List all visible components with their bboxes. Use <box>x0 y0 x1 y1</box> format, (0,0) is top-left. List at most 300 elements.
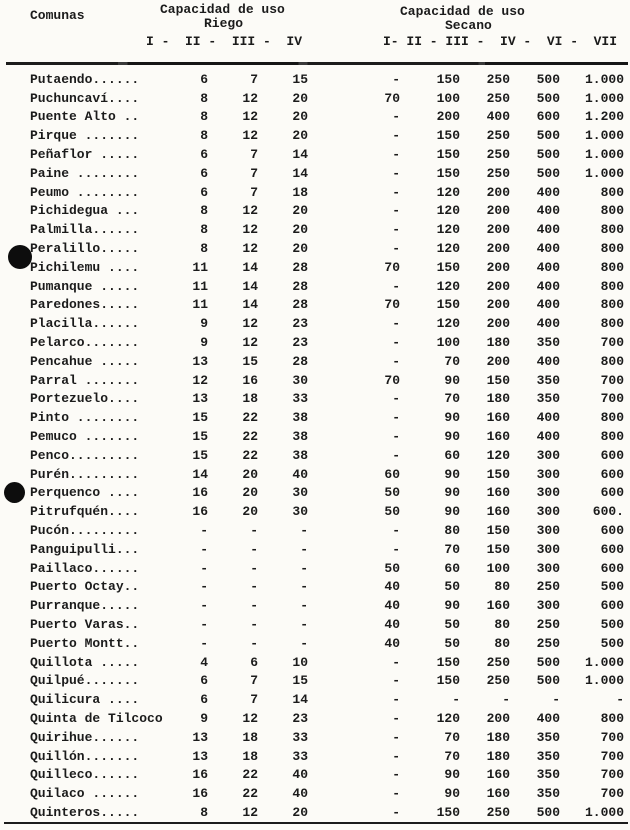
riego-value-2: 12 <box>242 222 258 238</box>
secano-value-2: 70 <box>444 353 460 369</box>
secano-value-1: 40 <box>384 617 400 632</box>
secano-value-5: 600 <box>600 485 624 501</box>
secano-value-1: - <box>392 541 400 557</box>
commune-name: Peñaflor ..... <box>30 147 140 163</box>
secano-value-1: - <box>392 429 400 445</box>
riego-roman-numeral-columns: I - II - III - IV <box>146 34 303 49</box>
secano-value-4: 500 <box>536 165 560 181</box>
table-row <box>0 596 630 615</box>
secano-value-3: 180 <box>486 335 510 351</box>
commune-name: Pencahue ..... <box>30 353 140 369</box>
table-row <box>0 427 630 446</box>
commune-name: Paillaco...... <box>30 560 140 576</box>
secano-value-4: 250 <box>536 579 560 595</box>
commune-name: Pumanque ..... <box>30 278 140 294</box>
riego-value-2: 14 <box>242 278 258 294</box>
secano-value-2: 50 <box>444 635 460 651</box>
secano-value-2: 150 <box>436 165 460 181</box>
secano-value-1: - <box>392 109 400 125</box>
riego-value-3: 40 <box>292 767 308 783</box>
commune-name: Quillota ..... <box>30 654 140 670</box>
riego-value-1: - <box>200 579 208 595</box>
secano-value-4: 400 <box>536 278 560 294</box>
riego-value-3: 23 <box>292 710 308 726</box>
riego-value-2: 12 <box>242 335 258 351</box>
riego-value-2: 12 <box>242 710 258 726</box>
commune-name: Quinta de Tilcoco <box>30 710 163 726</box>
riego-value-1: 16 <box>192 485 208 501</box>
commune-name: Pucón......... <box>30 523 140 539</box>
commune-name: Peumo ........ <box>30 184 140 200</box>
riego-value-2: 7 <box>250 692 258 708</box>
riego-value-1: 13 <box>192 391 208 407</box>
commune-name: Pelarco....... <box>30 335 140 351</box>
table-row <box>0 484 630 503</box>
riego-value-1: 13 <box>192 748 208 764</box>
commune-name: Portezuelo.... <box>30 391 140 407</box>
secano-value-5: 800 <box>600 259 624 275</box>
riego-value-3: 33 <box>292 748 308 764</box>
secano-value-2: 150 <box>436 297 460 313</box>
table-row <box>0 709 630 728</box>
secano-value-5: 1.000 <box>584 90 624 106</box>
riego-value-3: 14 <box>292 692 308 708</box>
secano-value-1: - <box>392 71 400 87</box>
secano-group-title-line2: Secano <box>445 18 492 33</box>
table-row <box>0 803 630 822</box>
comunas-column-header: Comunas <box>30 8 85 23</box>
secano-value-1: - <box>392 391 400 407</box>
secano-value-1: 50 <box>384 504 400 520</box>
commune-name: Putaendo...... <box>30 71 140 87</box>
riego-value-1: 14 <box>192 466 208 482</box>
commune-name: Pichidegua ... <box>30 203 140 219</box>
riego-value-3: 40 <box>292 786 308 802</box>
secano-value-3: 200 <box>486 203 510 219</box>
table-row <box>0 465 630 484</box>
secano-value-3: 160 <box>486 504 510 520</box>
secano-value-2: 150 <box>436 673 460 689</box>
riego-value-3: - <box>300 541 308 557</box>
secano-value-2: 90 <box>444 485 460 501</box>
secano-value-2: 90 <box>444 786 460 802</box>
secano-value-1: 40 <box>384 635 400 651</box>
secano-value-2: 150 <box>436 259 460 275</box>
riego-value-2: 12 <box>242 90 258 106</box>
secano-value-3: 200 <box>486 184 510 200</box>
header-separator-rule <box>6 62 628 65</box>
secano-value-5: 1.000 <box>584 71 624 87</box>
secano-value-2: 120 <box>436 710 460 726</box>
table-row <box>0 164 630 183</box>
riego-value-2: 16 <box>242 372 258 388</box>
secano-value-1: 70 <box>384 297 400 313</box>
secano-value-2: 60 <box>444 560 460 576</box>
secano-value-5: 700 <box>600 786 624 802</box>
table-row <box>0 672 630 691</box>
riego-value-3: 38 <box>292 429 308 445</box>
secano-value-4: 300 <box>536 447 560 463</box>
riego-value-3: 38 <box>292 447 308 463</box>
riego-value-1: 8 <box>200 241 208 257</box>
riego-value-2: - <box>250 617 258 632</box>
secano-value-3: 250 <box>486 165 510 181</box>
secano-value-5: 600 <box>600 447 624 463</box>
secano-value-3: 80 <box>494 579 510 595</box>
riego-value-2: 12 <box>242 804 258 820</box>
riego-value-1: 6 <box>200 692 208 708</box>
commune-name: Quilpué....... <box>30 673 140 689</box>
secano-value-2: 50 <box>444 617 460 632</box>
secano-value-1: - <box>392 353 400 369</box>
riego-value-1: - <box>200 598 208 614</box>
secano-value-4: 350 <box>536 729 560 745</box>
commune-name: Purranque..... <box>30 598 140 614</box>
riego-value-2: 7 <box>250 147 258 163</box>
secano-roman-numeral-columns: I- II - III - IV - VI - VII <box>383 34 618 49</box>
secano-value-4: 300 <box>536 560 560 576</box>
secano-value-1: - <box>392 147 400 163</box>
riego-value-2: - <box>250 541 258 557</box>
secano-value-2: 90 <box>444 410 460 426</box>
secano-value-5: 1.000 <box>584 804 624 820</box>
table-row <box>0 728 630 747</box>
riego-value-2: 7 <box>250 184 258 200</box>
riego-value-3: 28 <box>292 353 308 369</box>
table-bottom-rule <box>4 822 628 824</box>
commune-name: Puchuncaví.... <box>30 90 140 106</box>
table-row <box>0 747 630 766</box>
secano-value-1: - <box>392 278 400 294</box>
secano-value-1: - <box>392 316 400 332</box>
secano-value-2: 90 <box>444 372 460 388</box>
secano-value-5: 600 <box>600 598 624 614</box>
secano-value-4: 400 <box>536 184 560 200</box>
table-row <box>0 615 630 634</box>
secano-value-4: 300 <box>536 485 560 501</box>
commune-name: Quilleco...... <box>30 767 140 783</box>
secano-value-3: 250 <box>486 804 510 820</box>
riego-value-1: 11 <box>192 259 208 275</box>
commune-name: Perquenco .... <box>30 485 140 501</box>
secano-value-5: 600. <box>592 504 624 520</box>
riego-value-2: 12 <box>242 203 258 219</box>
secano-value-5: 600 <box>600 560 624 576</box>
secano-value-4: 300 <box>536 598 560 614</box>
riego-value-2: 12 <box>242 241 258 257</box>
secano-value-5: 700 <box>600 729 624 745</box>
riego-value-3: 30 <box>292 372 308 388</box>
riego-value-1: 16 <box>192 786 208 802</box>
secano-value-1: - <box>392 804 400 820</box>
secano-value-2: 90 <box>444 504 460 520</box>
riego-value-3: 20 <box>292 241 308 257</box>
secano-value-2: 60 <box>444 447 460 463</box>
secano-value-4: 400 <box>536 353 560 369</box>
table-row <box>0 578 630 597</box>
secano-value-5: 800 <box>600 710 624 726</box>
table-row <box>0 108 630 127</box>
secano-value-2: 90 <box>444 767 460 783</box>
riego-value-1: 8 <box>200 128 208 144</box>
riego-value-1: 6 <box>200 165 208 181</box>
secano-value-3: 250 <box>486 673 510 689</box>
secano-value-4: 500 <box>536 673 560 689</box>
secano-value-3: 150 <box>486 541 510 557</box>
secano-value-1: 70 <box>384 372 400 388</box>
secano-value-3: 150 <box>486 372 510 388</box>
riego-value-2: 22 <box>242 786 258 802</box>
riego-value-3: 33 <box>292 391 308 407</box>
secano-value-2: 70 <box>444 748 460 764</box>
table-row <box>0 220 630 239</box>
secano-value-5: 800 <box>600 222 624 238</box>
secano-value-4: 350 <box>536 748 560 764</box>
riego-value-1: - <box>200 541 208 557</box>
secano-value-4: - <box>552 692 560 708</box>
secano-value-4: 500 <box>536 90 560 106</box>
commune-name: Puente Alto .. <box>30 109 140 125</box>
riego-value-2: 12 <box>242 316 258 332</box>
secano-value-4: 350 <box>536 335 560 351</box>
commune-name: Pirque ....... <box>30 128 140 144</box>
secano-value-5: 800 <box>600 297 624 313</box>
table-row <box>0 258 630 277</box>
secano-value-1: 50 <box>384 560 400 576</box>
secano-value-2: 120 <box>436 222 460 238</box>
secano-value-5: 600 <box>600 466 624 482</box>
secano-value-5: 700 <box>600 767 624 783</box>
riego-value-3: 14 <box>292 165 308 181</box>
secano-value-4: 500 <box>536 804 560 820</box>
secano-value-3: 200 <box>486 353 510 369</box>
riego-value-2: 22 <box>242 447 258 463</box>
riego-value-3: 28 <box>292 297 308 313</box>
secano-value-3: 250 <box>486 654 510 670</box>
riego-value-2: - <box>250 579 258 595</box>
secano-value-3: 80 <box>494 617 510 632</box>
riego-value-1: - <box>200 560 208 576</box>
commune-name: Placilla...... <box>30 316 140 332</box>
riego-value-1: 9 <box>200 316 208 332</box>
riego-value-2: - <box>250 560 258 576</box>
riego-value-2: 12 <box>242 128 258 144</box>
secano-value-4: 600 <box>536 109 560 125</box>
secano-value-4: 400 <box>536 222 560 238</box>
secano-value-1: 70 <box>384 90 400 106</box>
riego-value-1: 8 <box>200 222 208 238</box>
table-row <box>0 559 630 578</box>
riego-value-2: 7 <box>250 165 258 181</box>
riego-value-3: - <box>300 635 308 651</box>
secano-value-5: 500 <box>600 617 624 632</box>
secano-value-1: - <box>392 748 400 764</box>
secano-value-5: 500 <box>600 579 624 595</box>
secano-value-1: 40 <box>384 598 400 614</box>
secano-value-3: 200 <box>486 278 510 294</box>
secano-value-1: - <box>392 786 400 802</box>
secano-value-2: 150 <box>436 147 460 163</box>
riego-value-1: 6 <box>200 673 208 689</box>
riego-value-2: 20 <box>242 485 258 501</box>
riego-value-1: 13 <box>192 353 208 369</box>
secano-value-2: 90 <box>444 429 460 445</box>
secano-value-1: 50 <box>384 485 400 501</box>
commune-name: Quilicura .... <box>30 692 140 708</box>
secano-value-3: 160 <box>486 786 510 802</box>
commune-name: Palmilla...... <box>30 222 140 238</box>
table-row <box>0 314 630 333</box>
secano-value-3: 180 <box>486 748 510 764</box>
riego-value-1: 8 <box>200 203 208 219</box>
riego-value-3: - <box>300 560 308 576</box>
secano-value-2: 70 <box>444 391 460 407</box>
secano-group-title-line1: Capacidad de uso <box>400 4 525 19</box>
commune-name: Pitrufquén.... <box>30 504 140 520</box>
secano-value-3: - <box>502 692 510 708</box>
secano-value-5: 800 <box>600 410 624 426</box>
secano-value-4: 400 <box>536 410 560 426</box>
secano-value-4: 350 <box>536 372 560 388</box>
secano-value-3: 200 <box>486 316 510 332</box>
riego-value-3: 40 <box>292 466 308 482</box>
commune-name: Quinteros..... <box>30 804 140 820</box>
table-row <box>0 634 630 653</box>
secano-value-2: 100 <box>436 90 460 106</box>
secano-value-4: 350 <box>536 786 560 802</box>
commune-name: Pichilemu .... <box>30 259 140 275</box>
riego-value-2: 20 <box>242 466 258 482</box>
secano-value-3: 80 <box>494 635 510 651</box>
secano-value-2: 90 <box>444 598 460 614</box>
secano-value-3: 160 <box>486 429 510 445</box>
table-row <box>0 390 630 409</box>
secano-value-2: 90 <box>444 466 460 482</box>
riego-value-1: 6 <box>200 147 208 163</box>
secano-value-3: 160 <box>486 767 510 783</box>
secano-value-5: 800 <box>600 429 624 445</box>
riego-value-2: 20 <box>242 504 258 520</box>
secano-value-1: - <box>392 203 400 219</box>
secano-value-1: 60 <box>384 466 400 482</box>
secano-value-3: 180 <box>486 729 510 745</box>
secano-value-2: 120 <box>436 316 460 332</box>
riego-value-3: 20 <box>292 128 308 144</box>
riego-value-2: - <box>250 635 258 651</box>
riego-value-1: 16 <box>192 767 208 783</box>
secano-value-3: 400 <box>486 109 510 125</box>
commune-name: Pinto ........ <box>30 410 140 426</box>
secano-value-5: 500 <box>600 635 624 651</box>
riego-value-1: 11 <box>192 297 208 313</box>
riego-value-1: 6 <box>200 184 208 200</box>
riego-value-3: 20 <box>292 804 308 820</box>
riego-value-3: - <box>300 579 308 595</box>
riego-value-2: - <box>250 598 258 614</box>
secano-value-3: 200 <box>486 222 510 238</box>
riego-value-3: 30 <box>292 504 308 520</box>
secano-value-4: 500 <box>536 147 560 163</box>
riego-value-3: 23 <box>292 335 308 351</box>
riego-value-2: - <box>250 523 258 539</box>
secano-value-5: 700 <box>600 372 624 388</box>
secano-value-2: 50 <box>444 579 460 595</box>
riego-group-title-line2: Riego <box>204 16 244 31</box>
secano-value-2: 150 <box>436 654 460 670</box>
table-row <box>0 653 630 672</box>
secano-value-3: 250 <box>486 90 510 106</box>
secano-value-5: 800 <box>600 316 624 332</box>
commune-name: Puerto Montt.. <box>30 635 140 651</box>
commune-name: Paine ........ <box>30 165 140 181</box>
commune-name: Quirihue...... <box>30 729 140 745</box>
table-row <box>0 239 630 258</box>
secano-value-5: 1.000 <box>584 147 624 163</box>
riego-value-2: 6 <box>250 654 258 670</box>
secano-value-4: 400 <box>536 316 560 332</box>
table-row <box>0 784 630 803</box>
secano-value-1: - <box>392 410 400 426</box>
secano-value-5: 800 <box>600 203 624 219</box>
secano-value-4: 400 <box>536 203 560 219</box>
secano-value-2: 200 <box>436 109 460 125</box>
riego-value-2: 7 <box>250 71 258 87</box>
secano-value-5: 1.000 <box>584 165 624 181</box>
commune-name: Quillón....... <box>30 748 140 764</box>
commune-name: Purén......... <box>30 466 140 482</box>
table-row <box>0 89 630 108</box>
riego-value-2: 18 <box>242 391 258 407</box>
secano-value-2: 120 <box>436 241 460 257</box>
riego-value-2: 14 <box>242 297 258 313</box>
secano-value-5: 700 <box>600 391 624 407</box>
riego-value-3: 20 <box>292 90 308 106</box>
table-row <box>0 126 630 145</box>
riego-value-2: 22 <box>242 429 258 445</box>
table-row <box>0 540 630 559</box>
table-row <box>0 765 630 784</box>
riego-value-3: 38 <box>292 410 308 426</box>
secano-value-2: 150 <box>436 71 460 87</box>
secano-value-2: 70 <box>444 729 460 745</box>
secano-value-1: - <box>392 523 400 539</box>
secano-value-1: - <box>392 654 400 670</box>
commune-name: Puerto Octay.. <box>30 579 140 595</box>
secano-value-4: 300 <box>536 523 560 539</box>
riego-value-1: 15 <box>192 410 208 426</box>
secano-value-5: 800 <box>600 278 624 294</box>
secano-value-1: 40 <box>384 579 400 595</box>
secano-value-3: 200 <box>486 259 510 275</box>
riego-value-3: 18 <box>292 184 308 200</box>
secano-value-1: - <box>392 710 400 726</box>
secano-value-4: 500 <box>536 654 560 670</box>
secano-value-5: 700 <box>600 335 624 351</box>
secano-value-1: - <box>392 729 400 745</box>
secano-value-4: 500 <box>536 71 560 87</box>
secano-value-5: 800 <box>600 184 624 200</box>
secano-value-1: - <box>392 184 400 200</box>
riego-value-1: - <box>200 635 208 651</box>
riego-value-1: 4 <box>200 654 208 670</box>
secano-value-3: 150 <box>486 523 510 539</box>
riego-value-1: 6 <box>200 71 208 87</box>
secano-value-5: 1.000 <box>584 673 624 689</box>
secano-value-5: 800 <box>600 353 624 369</box>
secano-value-4: 300 <box>536 466 560 482</box>
riego-value-3: 20 <box>292 203 308 219</box>
secano-value-1: - <box>392 128 400 144</box>
